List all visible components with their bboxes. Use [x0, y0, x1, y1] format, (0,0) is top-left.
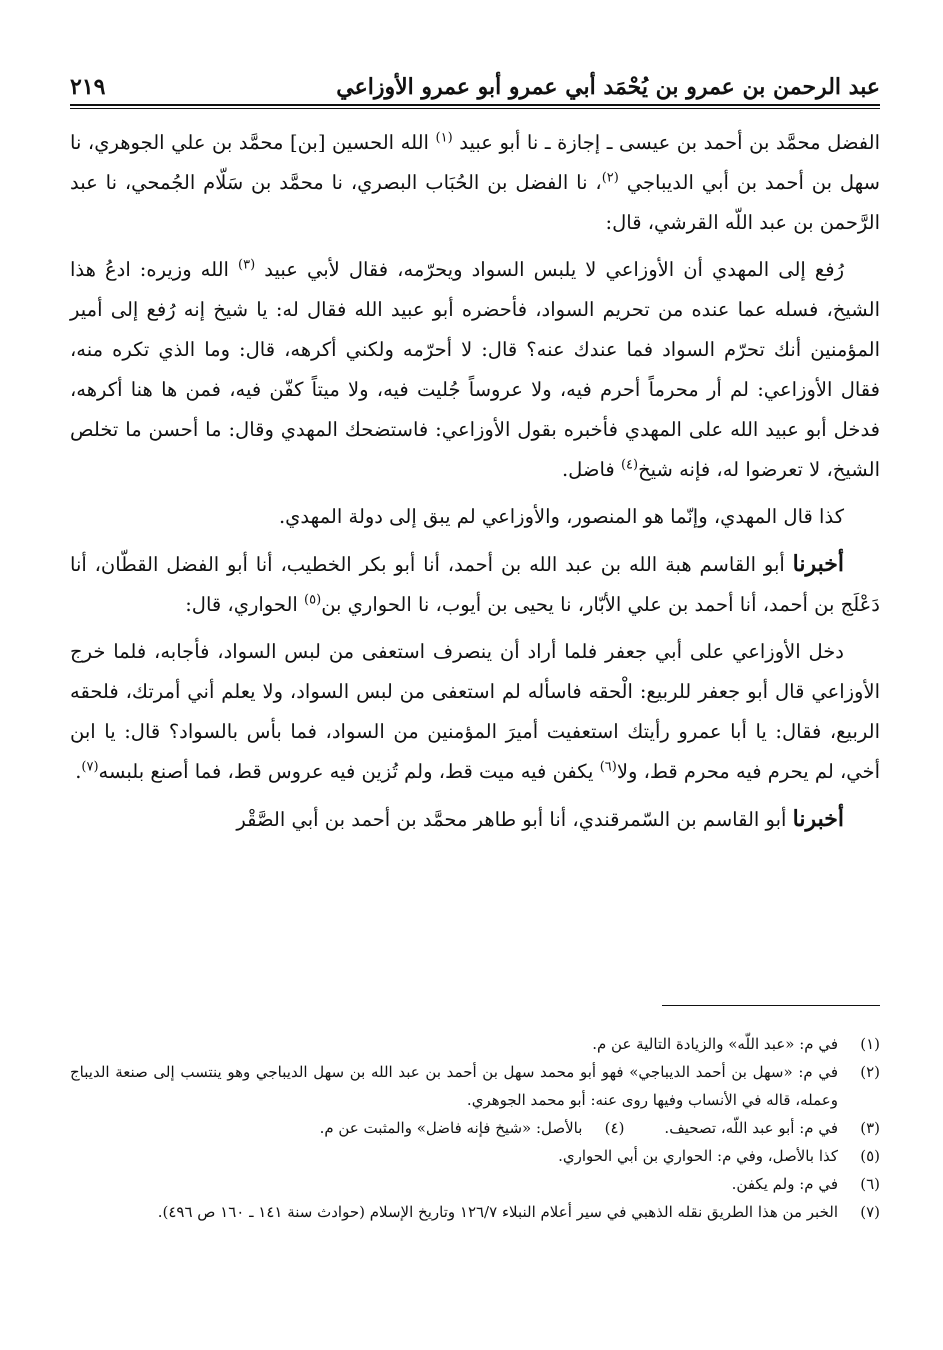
footnote-4 — [320, 1114, 625, 1142]
footnote-text: في م: أبو عبد اللّه، تصحيف. — [664, 1119, 838, 1137]
running-title: عبد الرحمن بن عمرو بن يُحْمَد أبي عمرو أبو عمرو الأوزاعي — [336, 74, 880, 100]
footnote-marker: (٣) — [238, 257, 256, 273]
footnote-marker: (١) — [435, 130, 453, 146]
footnote-number: (٦) — [860, 1175, 880, 1193]
footnote-marker: (٧) — [81, 759, 99, 775]
footnote-row-3-4 — [70, 1114, 880, 1142]
text-run: الحواري، قال: — [185, 593, 298, 616]
footnote-text: كذا بالأصل، وفي م: الحواري بن أبي الحواري. — [558, 1147, 838, 1165]
footnote-text: في م: ولم يكفن. — [731, 1175, 838, 1193]
header-divider — [70, 104, 880, 109]
footnote-5 — [70, 1142, 880, 1170]
text-run: رُفع إلى المهدي أن الأوزاعي لا يلبس السواد ويحرّمه، فقال لأبي عبيد — [264, 258, 845, 281]
footnote-marker: (٢) — [601, 170, 619, 186]
footnote-number: (٤) — [604, 1119, 625, 1137]
footnote-text: في م: «سهل بن أحمد الديباجي» فهو أبو محمد سهل بن أحمد بن عبد الله بن سهل الديباجي وهو ينتسب إلى صنعة الديباج وعمله، قاله في الأنساب وفيها روى عنه: أبو محمد الجوهري. — [70, 1063, 838, 1109]
main-text — [70, 123, 880, 847]
footnote-number: (٧) — [860, 1203, 880, 1221]
text-run: . — [75, 760, 82, 783]
footnotes-divider — [662, 1005, 880, 1006]
text-run: يكفن فيه ميت قط، ولم تُزين فيه عروس قط، فما أصنع بلبسه — [98, 760, 594, 783]
paragraph-isnad-1 — [70, 123, 880, 243]
footnote-1 — [70, 1030, 880, 1058]
footnote-7 — [70, 1198, 880, 1226]
text-run: أبو القاسم هبة الله بن عبد الله بن أحمد، أنا أبو بكر الخطيب، أنا أبو الفضل القطّان، أنا دَعْلَج بن أحمد، أنا أحمد بن علي الأبّار، نا يحيى بن أيوب، نا الحواري بن — [70, 553, 880, 616]
footnote-marker: (٦) — [599, 759, 617, 775]
text-run: الله الحسين [بن] محمَّد بن علي الجوهري، نا سهل بن أحمد بن أبي الديباجي — [70, 131, 881, 194]
text-run: ، نا الفضل بن الحُبَاب البصري، نا محمَّد بن سَلّام الجُمحي، نا عبد الرَّحمن بن عبد اللّه القرشي، قال: — [70, 171, 880, 234]
text-run: فاضل. — [561, 458, 615, 481]
footnote-text: الخبر من هذا الطريق نقله الذهبي في سير أعلام النبلاء ١٢٦/٧ وتاريخ الإسلام (حوادث سنة ١٤١ ـ ١٦٠ ص ٤٩٦). — [157, 1203, 838, 1221]
footnote-number: (٥) — [860, 1147, 880, 1165]
footnote-3 — [664, 1114, 880, 1142]
running-header — [70, 62, 880, 100]
footnote-6 — [70, 1170, 880, 1198]
paragraph-report-2 — [70, 632, 880, 792]
footnote-number: (٣) — [860, 1119, 880, 1137]
akhbarana-heading: أخبرنا — [792, 806, 844, 832]
paragraph-isnad-3 — [70, 799, 880, 840]
footnote-number: (٢) — [860, 1063, 880, 1081]
footnote-text: في م: «عبد اللّه» والزيادة التالية عن م. — [592, 1035, 838, 1053]
footnote-marker: (٤) — [620, 457, 639, 473]
text-run: أبو القاسم بن السّمرقندي، أنا أبو طاهر محمَّد بن أحمد بن أبي الصَّقْر — [236, 808, 787, 831]
paragraph-isnad-2 — [70, 544, 880, 625]
akhbarana-heading: أخبرنا — [792, 551, 844, 577]
page-number: ٢١٩ — [70, 74, 106, 100]
text-run: الله وزيره: ادعُ هذا الشيخ، فسله عما عنده من تحريم السواد، فأحضره أبو عبيد الله فقال له: يا شيخ إنه رُفع إلى أمير المؤمنين أنك تحرّم السواد فما عندك عنه؟ قال: لا أحرّمه ولكني أكرهه، قال: وما الذي تكره منه، فقال الأوزاعي: لم أر محرماً أحرم فيه، ولا عروساً جُليت فيه، ولا ميتاً كفّن فيه، فمن ها هنا أكرهه، فدخل أبو عبيد الله على المهدي فأخبره بقول الأوزاعي: فاستضحك المهدي وقال: ما أحسن ما تخلص الشيخ، لا تعرضوا له، فإنه شيخ — [70, 258, 880, 481]
paragraph-comment — [70, 497, 880, 537]
footnote-2 — [70, 1058, 880, 1114]
text-run: كذا قال المهدي، وإنّما هو المنصور، والأوزاعي لم يبق إلى دولة المهدي. — [278, 505, 844, 528]
footnote-text: بالأصل: «شيخ فإنه فاضل» والمثبت عن م. — [319, 1119, 583, 1137]
footnotes — [70, 1030, 880, 1226]
footnote-number: (١) — [860, 1035, 880, 1053]
text-run: الفضل محمَّد بن أحمد بن عيسى ـ إجازة ـ نا أبو عبيد — [459, 131, 880, 154]
text-run: دخل الأوزاعي على أبي جعفر فلما أراد أن ينصرف استعفى من لبس السواد، فأجابه، فلما خرج الأوزاعي قال أبو جعفر للربيع: الْحقه فاسأله لم استعفى من لبس السواد، ولا يعلم أني أمرتك، فلحقه الربيع، فقال: يا أبا عمرو رأيتك استعفيت أميرَ المؤمنين من السواد، فما بأس بالسواد؟ قال: يا ابن أخي، لم يحرم فيه محرم قط، ولا — [70, 640, 880, 783]
footnote-marker: (٥) — [304, 592, 322, 608]
paragraph-report-1 — [70, 250, 880, 490]
